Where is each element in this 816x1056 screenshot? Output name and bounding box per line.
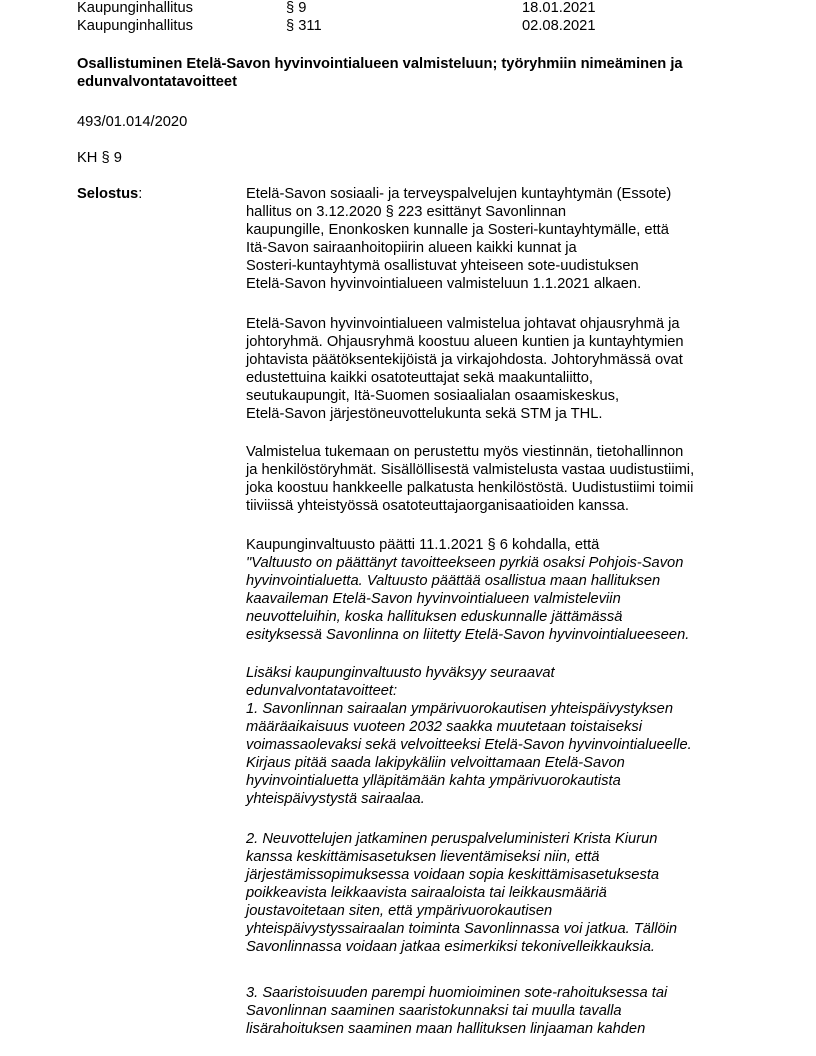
quoted-line: 3. Saaristoisuuden parempi huomioiminen sote-rahoituksessa tai bbox=[246, 985, 668, 1001]
text-line: Etelä-Savon järjestöneuvottelukunta sekä STM ja THL. bbox=[246, 406, 603, 422]
quoted-line: "Valtuusto on päättänyt tavoitteekseen pyrkiä osaksi Pohjois-Savon bbox=[246, 555, 684, 571]
reference-date: 18.01.2021 bbox=[522, 0, 596, 16]
text-line: hallitus on 3.12.2020 § 223 esittänyt Savonlinnan bbox=[246, 204, 567, 220]
paragraph bbox=[246, 315, 746, 423]
text-line: Etelä-Savon hyvinvointialueen valmistelua johtavat ohjausryhmä ja bbox=[246, 316, 680, 332]
paragraph bbox=[246, 664, 746, 808]
document-title bbox=[77, 55, 757, 91]
text-line: johtavista päätöksentekijöistä ja virkajohdosta. Johtoryhmässä ovat bbox=[246, 352, 683, 368]
quoted-line: Lisäksi kaupunginvaltuusto hyväksyy seuraavat bbox=[246, 665, 555, 681]
quoted-line: 2. Neuvottelujen jatkaminen peruspalveluministeri Krista Kiurun bbox=[246, 831, 658, 847]
text-line: kaupungille, Enonkosken kunnalle ja Sosteri-kuntayhtymälle, että bbox=[246, 222, 669, 238]
text-line: Sosteri-kuntayhtymä osallistuvat yhteiseen sote-uudistuksen bbox=[246, 258, 639, 274]
quoted-line: poikkeavista leikkaavista sairaaloista tai leikkausmääriä bbox=[246, 885, 607, 901]
text-line: Etelä-Savon hyvinvointialueen valmisteluun 1.1.2021 alkaen. bbox=[246, 276, 642, 292]
title-line: edunvalvontatavoitteet bbox=[77, 74, 237, 90]
reference-section: § 9 bbox=[286, 0, 307, 16]
text-line: Itä-Savon sairaanhoitopiirin alueen kaikki kunnat ja bbox=[246, 240, 577, 256]
reference-section: § 311 bbox=[286, 18, 322, 34]
quoted-line: lisärahoituksen saaminen maan hallituksen linjaaman kahden bbox=[246, 1021, 646, 1037]
quoted-line: edunvalvontatavoitteet: bbox=[246, 683, 398, 699]
quoted-line: hyvinvointialuetta. Valtuusto päättää osallistua maan hallituksen bbox=[246, 573, 661, 589]
quoted-line: yhteispäivystyssairaalan toiminta Savonlinnassa voi jatkua. Tällöin bbox=[246, 921, 678, 937]
paragraph bbox=[246, 536, 746, 644]
text-line: johtoryhmä. Ohjausryhmä koostuu alueen kuntien ja kuntayhtymien bbox=[246, 334, 684, 350]
quoted-line: voimassaolevaksi sekä velvoitteeksi Etelä-Savon hyvinvointialueelle. bbox=[246, 737, 692, 753]
diary-number: 493/01.014/2020 bbox=[77, 114, 188, 130]
reference-body: Kaupunginhallitus bbox=[77, 0, 193, 16]
paragraph bbox=[246, 185, 746, 293]
text-line: tiiviissä yhteistyössä osatoteuttajaorganisaatioiden kanssa. bbox=[246, 498, 629, 514]
quoted-line: yhteispäivystystä sairaalaa. bbox=[246, 791, 425, 807]
selostus-label-colon: : bbox=[138, 186, 143, 202]
text-line: Etelä-Savon sosiaali- ja terveyspalvelujen kuntayhtymän (Essote) bbox=[246, 186, 672, 202]
quoted-line: 1. Savonlinnan sairaalan ympärivuorokautisen yhteispäivystyksen bbox=[246, 701, 673, 717]
quoted-line: kaavaileman Etelä-Savon hyvinvointialueen valmisteleviin bbox=[246, 591, 621, 607]
quoted-line: joustavoitetaan siten, että ympärivuorokautisen bbox=[246, 903, 553, 919]
quoted-line: neuvotteluihin, koska hallituksen eduskunnalle jättämässä bbox=[246, 609, 623, 625]
quoted-line: Savonlinnassa voidaan jatkaa esimerkiksi tekonivelleikkauksia. bbox=[246, 939, 656, 955]
text-line: Kaupunginvaltuusto päätti 11.1.2021 § 6 kohdalla, että bbox=[246, 537, 600, 553]
selostus-label-text: Selostus bbox=[77, 186, 139, 202]
text-line: edustettuina kaikki osatoteuttajat sekä maakuntaliitto, bbox=[246, 370, 593, 386]
text-line: Valmistelua tukemaan on perustettu myös viestinnän, tietohallinnon bbox=[246, 444, 684, 460]
text-line: joka koostuu hankkeelle palkatusta henkilöstöstä. Uudistustiimi toimii bbox=[246, 480, 694, 496]
text-line: seutukaupungit, Itä-Suomen sosiaalialan osaamiskeskus, bbox=[246, 388, 620, 404]
quoted-line: järjestämissopimuksessa voidaan sopia keskittämisasetuksesta bbox=[246, 867, 660, 883]
text-line: ja henkilöstöryhmät. Sisällöllisestä valmistelusta vastaa uudistustiimi, bbox=[246, 462, 695, 478]
reference-body: Kaupunginhallitus bbox=[77, 18, 193, 34]
reference-date: 02.08.2021 bbox=[522, 18, 596, 34]
quoted-line: esityksessä Savonlinna on liitetty Etelä-Savon hyvinvointialueeseen. bbox=[246, 627, 690, 643]
paragraph bbox=[246, 443, 746, 515]
quoted-line: Savonlinnan saaminen saaristokunnaksi tai muulla tavalla bbox=[246, 1003, 622, 1019]
title-line: Osallistuminen Etelä-Savon hyvinvointialueen valmisteluun; työryhmiin nimeäminen ja bbox=[77, 56, 683, 72]
quoted-line: hyvinvointialuetta ylläpitämään kahta ympärivuorokautista bbox=[246, 773, 621, 789]
selostus-label bbox=[77, 185, 142, 203]
kh-reference: KH § 9 bbox=[77, 150, 122, 166]
quoted-line: Kirjaus pitää saada lakipykäliin velvoittamaan Etelä-Savon bbox=[246, 755, 625, 771]
paragraph bbox=[246, 984, 746, 1038]
quoted-line: määräaikaisuus vuoteen 2032 saakka muutetaan toistaiseksi bbox=[246, 719, 642, 735]
paragraph bbox=[246, 830, 746, 956]
quoted-line: kanssa keskittämisasetuksen lieventämiseksi niin, että bbox=[246, 849, 600, 865]
